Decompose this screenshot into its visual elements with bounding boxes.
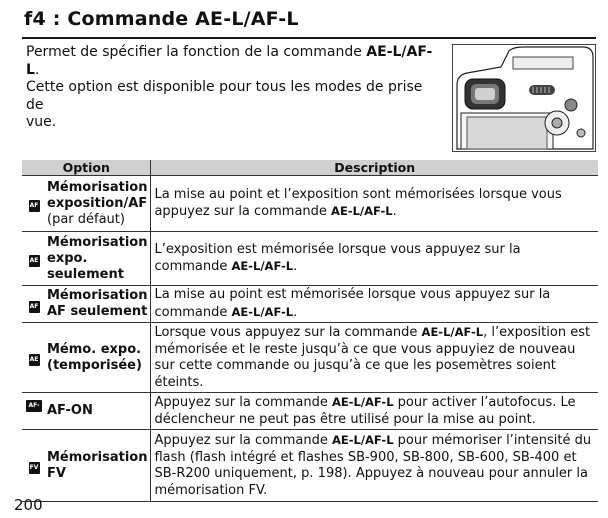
option-description: Appuyez sur la commande	[154, 433, 332, 448]
ae-af-lock-icon: AF	[29, 200, 40, 212]
option-description: Appuyez sur la commande	[154, 395, 332, 410]
option-description: L’exposition est mémorisée lorsque vous appuyez sur la commande	[154, 241, 521, 274]
table-row	[22, 430, 598, 502]
option-description-end: .	[392, 204, 397, 219]
option-default-note: (par défaut)	[47, 211, 125, 227]
option-description: Lorsque vous appuyez sur la commande	[154, 325, 422, 340]
page-number: 200	[14, 496, 43, 514]
intro-text-3: vue.	[26, 114, 57, 130]
option-description-key: AE-L/AF-L	[231, 259, 294, 273]
af-on-icon: AF-ON	[26, 400, 42, 412]
table-row	[22, 286, 598, 323]
intro-paragraph	[26, 44, 436, 132]
table-row	[22, 393, 598, 430]
option-name: AF-ON	[47, 403, 93, 418]
table-row	[22, 323, 598, 393]
ae-lock-only-icon: AE	[29, 255, 40, 267]
intro-text-1: Permet de spécifier la fonction de la commande	[26, 44, 367, 60]
options-table	[22, 160, 598, 502]
camera-illustration-svg	[453, 45, 595, 151]
option-description-end: .	[293, 304, 298, 320]
option-column-header: Option	[22, 160, 151, 176]
option-description-key: AE-L/AF-L	[421, 325, 484, 339]
intro-text-2: Cette option est disponible pour tous les modes de prise de	[26, 79, 423, 113]
option-description: La mise au point et l’exposition sont mémorisées lorsque vous appuyez sur la commande	[154, 186, 562, 219]
af-lock-only-icon: AF	[29, 301, 40, 313]
ae-lock-hold-icon: AE	[29, 354, 40, 366]
intro-text-1-end: .	[34, 61, 40, 78]
option-description-end: pour mémoriser l’intensité du flash (flash intégré et flashes SB-900, SB-800, SB-600, SB-400 et SB-R200 uniquement, p. 198). Appuyez à nouveau pour annuler la mémorisation FV.	[154, 433, 592, 498]
option-description-key: AE-L/AF-L	[331, 395, 394, 409]
table-row	[22, 176, 598, 232]
option-description-end: .	[293, 259, 298, 274]
table-row	[22, 232, 598, 286]
option-description-end: , l’exposition est mémorisée et le reste jusqu’à ce que vous appuyiez de nouveau sur cette commande ou jusqu’à ce que les posemètres soient éteints.	[154, 325, 591, 390]
option-name: Mémorisation AF seulement	[47, 288, 148, 319]
option-name: Mémo. expo. (temporisée)	[47, 341, 142, 373]
option-description-key: AE-L/AF-L	[331, 433, 394, 447]
title-rule	[22, 37, 596, 39]
table-header-row	[22, 160, 598, 176]
fv-lock-icon: FV	[29, 462, 40, 474]
page-title: f4 : Commande AE-L/AF-L	[24, 8, 299, 30]
option-description-key: AE-L/AF-L	[331, 204, 393, 218]
option-description-end: pour activer l’autofocus. Le déclencheur ne peut pas être utilisé pour la mise au point.	[154, 395, 576, 427]
option-description-key: AE-L/AF-L	[231, 304, 294, 319]
intro-key-label: AE-L/AF-L	[26, 44, 433, 78]
option-description: La mise au point est mémorisée lorsque vous appuyez sur la commande	[154, 287, 551, 320]
option-name: Mémorisation expo. seulement	[47, 234, 148, 282]
camera-back-illustration	[452, 44, 596, 152]
option-name: Mémorisation exposition/AF	[47, 179, 148, 211]
option-name: Mémorisation FV	[47, 449, 148, 481]
description-column-header: Description	[151, 160, 598, 176]
